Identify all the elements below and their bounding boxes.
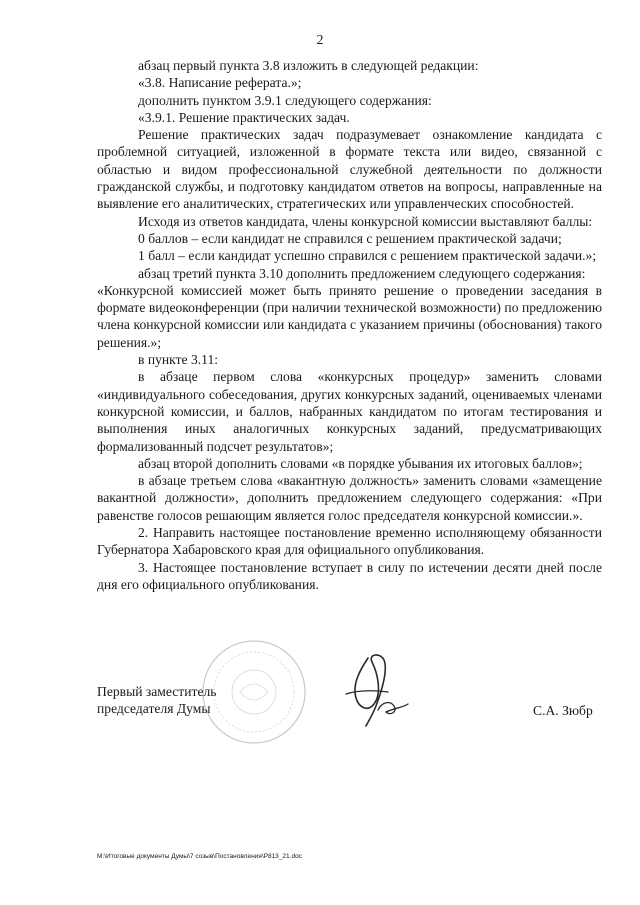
- handwritten-signature-icon: [338, 650, 412, 728]
- paragraph: в пункте 3.11:: [138, 352, 219, 368]
- paragraph: «3.9.1. Решение практических задач.: [138, 109, 350, 125]
- signature-title: [97, 683, 216, 718]
- paragraph: 2. Направить настоящее постановление временно исполняющему обязанности Губернатора Хабаровского края для официального опубликования.: [97, 525, 602, 558]
- paragraph: абзац первый пункта 3.8 изложить в следующей редакции:: [138, 58, 479, 73]
- paragraph: 1 балл – если кандидат успешно справился с решением практической задачи.»;: [138, 248, 597, 264]
- paragraph: Исходя из ответов кандидата, члены конкурсной комиссии выставляют баллы:: [138, 213, 593, 229]
- paragraph: 3. Настоящее постановление вступает в силу по истечении десяти дней после дня его официального опубликования.: [97, 559, 602, 592]
- paragraph: абзац второй дополнить словами «в порядке убывания их итоговых баллов»;: [138, 455, 583, 471]
- file-path-footer: M:\Итоговые документы Думы\7 созыв\Постановления\Р813_21.doc: [97, 853, 302, 860]
- signer-name: С.А. Зюбр: [533, 703, 593, 718]
- paragraph: в абзаце третьем слова «вакантную должность» заменить словами «замещение вакантной должности», дополнить предложением следующего содержания: «При равенстве голосов решающим является голос председателя конкурсной комиссии.».: [97, 473, 602, 523]
- paragraph: Решение практических задач подразумевает ознакомление кандидата с проблемной ситуацией, изложенной в формате текста или видео, связанной с областью и видом профессиональной служебной деятельности по должности гражданской службы, и подготовку кандидатом ответов на вопросы, направленные на выявление его аналитических, стратегических или управленческих способностей.: [97, 127, 602, 212]
- paragraph: абзац третий пункта 3.10 дополнить предложением следующего содержания:: [138, 265, 586, 281]
- paragraph: «3.8. Написание реферата.»;: [138, 75, 302, 91]
- paragraph: в абзаце первом слова «конкурсных процедур» заменить словами «индивидуального собеседования, других конкурсных заданий, оцениваемых членами конкурсной комиссии, и баллов, набранных кандидатом по итогам тестирования и выполнения иных аналогичных конкурсных заданий, предусматривающих формализованный подсчет результатов»;: [97, 369, 602, 454]
- document-body: [97, 57, 602, 593]
- paragraph: 0 баллов – если кандидат не справился с решением практической задачи;: [138, 230, 562, 246]
- paragraph: дополнить пунктом 3.9.1 следующего содержания:: [138, 92, 432, 108]
- page-number: 2: [316, 33, 324, 48]
- signer-position-line2: председателя Думы: [97, 701, 211, 717]
- signer-position-line1: Первый заместитель: [97, 684, 217, 699]
- paragraph: «Конкурсной комиссией может быть принято решение о проведении заседания в формате видеоконференции (при наличии технической возможности) по предложению члена конкурсной комиссии или кандидата с указанием причины (обоснования) такого решения.»;: [97, 282, 602, 350]
